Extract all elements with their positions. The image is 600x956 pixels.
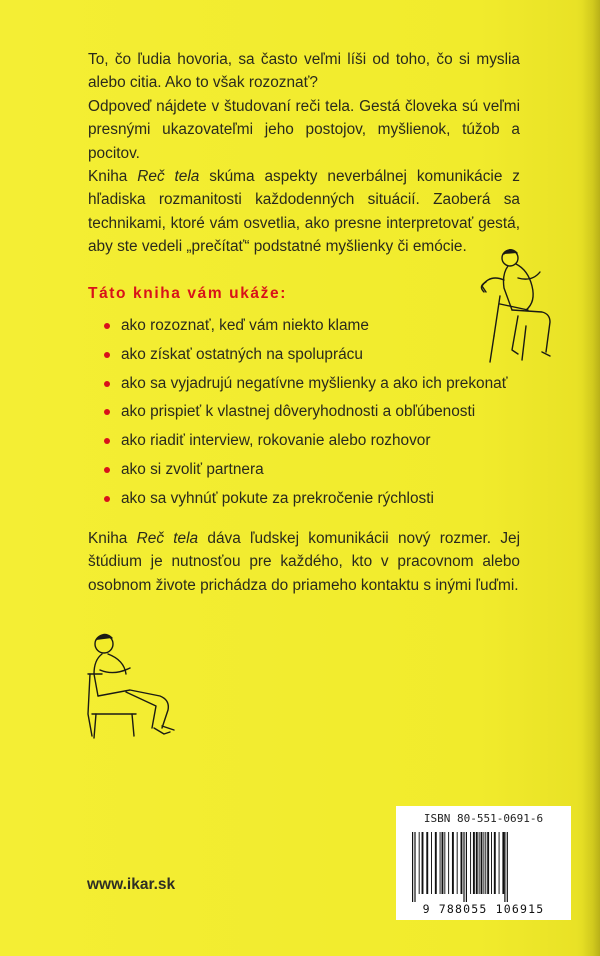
- list-item-text: ako rozoznať, keď vám niekto klame: [121, 317, 369, 334]
- publisher-url[interactable]: www.ikar.sk: [87, 876, 176, 893]
- closing-text: [88, 527, 520, 597]
- barcode-bar: [502, 832, 504, 894]
- barcode-bar: [479, 832, 480, 894]
- barcode-bar: [461, 832, 463, 894]
- barcode-bar: [473, 832, 475, 894]
- intro-p3-lead: Kniha: [88, 168, 138, 186]
- barcode-bars: [410, 832, 560, 902]
- intro-paragraph-3: [88, 168, 520, 255]
- intro-p3-rest: skúma aspekty neverbálnej komunikácie z hľadiska rozmanitosti každodenných situácií. Zaoberá sa technikami, ktoré vám osvetlia, ako presne interpretovať gestá, aby ste vedeli „prečítať“ podstatné myšlienky či emócie.: [88, 168, 520, 256]
- barcode-bar: [414, 832, 415, 902]
- barcode-bar: [470, 832, 471, 894]
- closing-lead: Kniha: [88, 530, 137, 547]
- list-item: [100, 373, 507, 402]
- list-item: [100, 401, 507, 430]
- list-item-text: ako si zvoliť partnera: [121, 460, 264, 478]
- bullet-icon: [104, 467, 110, 473]
- list-item: [100, 459, 507, 488]
- list-item: [100, 488, 507, 517]
- barcode-bar: [457, 832, 458, 894]
- intro-paragraph-1: To, čo ľudia hovoria, sa často veľmi líši od toho, čo si myslia alebo citia. Ako to však rozoznať?: [88, 51, 520, 92]
- isbn-text: ISBN 80-551-0691-6: [423, 812, 544, 825]
- barcode-bar: [487, 832, 489, 894]
- barcode-bar: [419, 832, 420, 894]
- ean-number: 9 788055 106915: [422, 902, 545, 916]
- bullet-icon: [104, 496, 110, 502]
- barcode-bar: [444, 832, 445, 894]
- list-item-text: ako riadiť interview, rokovanie alebo rozhovor: [121, 432, 431, 450]
- barcode-bar: [494, 832, 496, 894]
- barcode-bar: [476, 832, 478, 894]
- list-item: [100, 315, 507, 344]
- book-title-inline: Reč tela: [137, 168, 200, 186]
- bullet-icon: [104, 352, 110, 358]
- barcode-bar: [431, 832, 432, 894]
- barcode-bar: [481, 832, 483, 894]
- list-heading: Táto kniha vám ukáže:: [88, 285, 287, 302]
- barcode-bar: [466, 832, 467, 902]
- barcode-bar: [422, 832, 424, 894]
- barcode-bar: [435, 832, 437, 894]
- bullet-icon: [104, 323, 110, 329]
- barcode-bar: [448, 832, 449, 894]
- bullet-icon: [104, 438, 110, 444]
- list-item: [100, 344, 507, 373]
- barcode-bar: [426, 832, 428, 894]
- list-item: [100, 430, 507, 459]
- barcode-label: [396, 806, 571, 920]
- book-title-inline: Reč tela: [136, 530, 199, 547]
- barcode-bar: [440, 832, 441, 894]
- benefits-list: [100, 315, 507, 517]
- barcode-bar: [504, 832, 505, 902]
- list-item-text: ako získať ostatných na spoluprácu: [121, 345, 363, 363]
- reclining-man-illustration: [82, 630, 182, 742]
- barcode-bar: [485, 832, 486, 894]
- barcode-bar: [507, 832, 508, 902]
- list-item-text: ako sa vyhnúť pokute za prekročenie rýchlosti: [121, 489, 434, 507]
- bullet-icon: [104, 381, 110, 387]
- bullet-icon: [104, 409, 110, 415]
- list-item-text: ako prispieť k vlastnej dôveryhodnosti a obľúbenosti: [121, 403, 476, 421]
- barcode-bar: [463, 832, 464, 902]
- barcode-bar: [499, 832, 500, 894]
- barcode-bar: [452, 832, 454, 894]
- intro-paragraph-2: Odpoveď nájdete v študovaní reči tela. Gestá človeka sú veľmi presnými ukazovateľmi jeho postojov, myšlienok, túžob a pocitov.: [88, 97, 520, 162]
- barcode-bar: [412, 832, 413, 902]
- barcode-bar: [491, 832, 492, 894]
- list-item-text: ako sa vyjadrujú negatívne myšlienky a ako ich prekonať: [121, 374, 508, 392]
- cover-edge-shadow: [582, 0, 600, 956]
- barcode-bar: [483, 832, 484, 894]
- intro-text: [88, 48, 520, 259]
- barcode-bar: [442, 832, 444, 894]
- closing-rest: dáva ľudskej komunikácii nový rozmer. Jej štúdium je nutnosťou pre každého, kto v pracovnom alebo osobnom živote prichádza do priameho kontaktu s inými ľuďmi.: [88, 530, 521, 594]
